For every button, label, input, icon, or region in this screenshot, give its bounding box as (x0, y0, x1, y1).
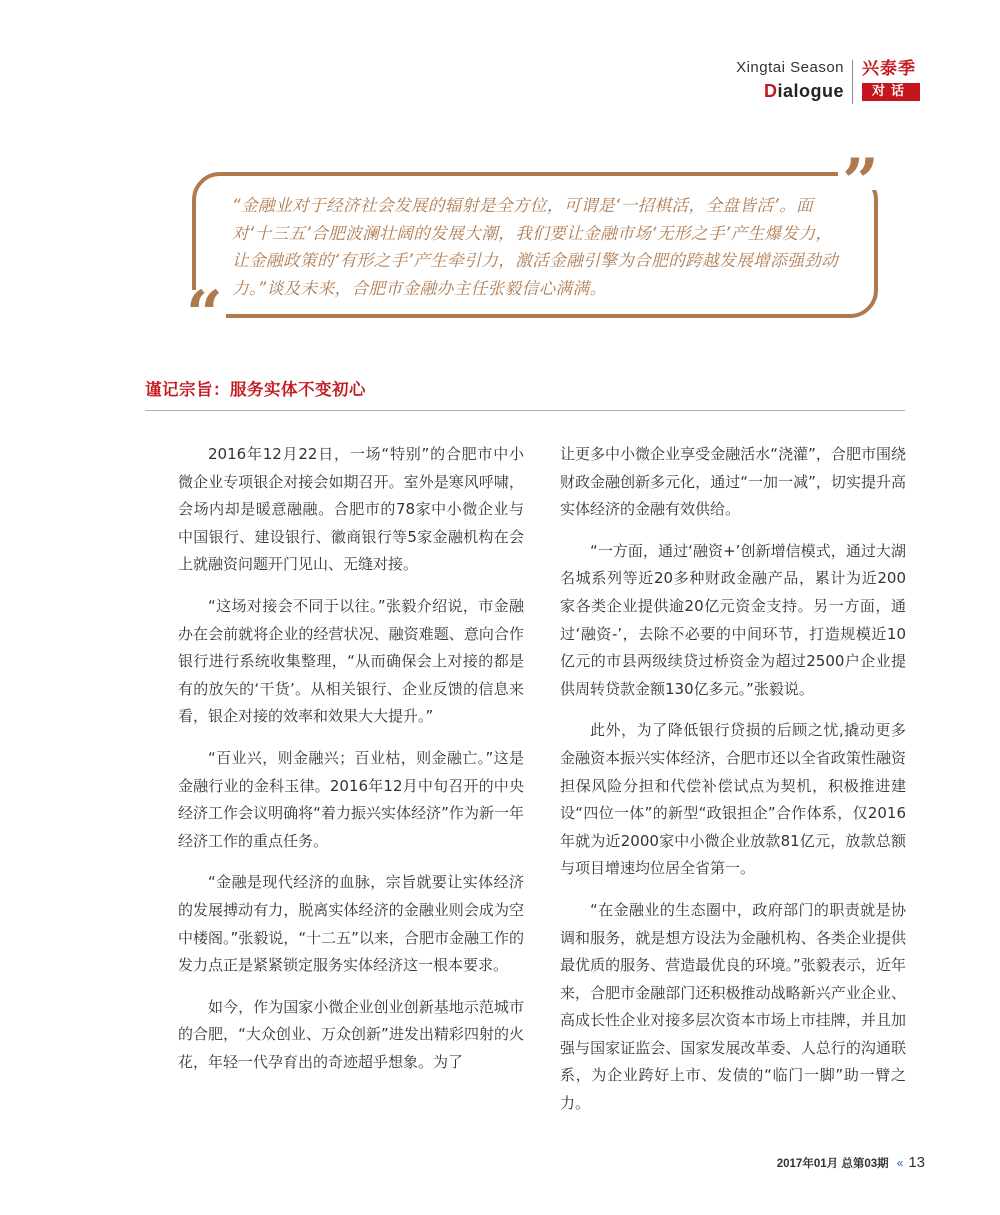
paragraph: 2016年12月22日，一场“特别”的合肥市中小微企业专项银企对接会如期召开。室外是寒风呼啸，会场内却是暖意融融。合肥市的78家中小微企业与中国银行、建设银行、徽商银行等5家金融机构在会上就融资问题开门见山、无缝对接。 (178, 445, 524, 574)
brand-divider (852, 60, 853, 104)
brand-dialogue (736, 78, 844, 104)
brand-dialogue-initial: D (763, 81, 778, 101)
column-tag: 对话 (862, 83, 920, 101)
section-title: 谨记宗旨：服务实体不变初心 (145, 380, 366, 399)
page-number: 13 (908, 1154, 925, 1171)
paragraph: “百业兴，则金融兴；百业枯，则金融亡。”这是金融行业的金科玉律。2016年12月中旬召开的中央经济工作会议明确将“着力振兴实体经济”作为新一年经济工作的重点任务。 (178, 748, 524, 850)
close-quote-icon: ” (842, 145, 879, 220)
double-arrow-icon: « (896, 1156, 901, 1170)
pull-quote-text: “金融业对于经济社会发展的辐射是全方位，可谓是‘一招棋活，全盘皆活’。面对‘十三五’合肥波澜壮阔的发展大潮，我们要让金融市场‘无形之手’产生爆发力，让金融政策的‘有形之手’产生牵引力，激活金融引擎为合肥的跨越发展增添强劲动力。”谈及未来，合肥市金融办主任张毅信心满满。 (232, 196, 839, 298)
paragraph: 让更多中小微企业享受金融活水“浇灌”，合肥市围绕财政金融创新多元化，通过“一加一减”，切实提升高实体经济的金融有效供给。 (560, 445, 906, 519)
brand-logo: 兴泰季 (862, 59, 916, 79)
brand-chinese (862, 57, 920, 101)
paragraph: 如今，作为国家小微企业创业创新基地示范城市的合肥，“大众创业、万众创新”进发出精彩四射的火花，年轻一代孕育出的奇迹超乎想象。为了 (178, 997, 524, 1071)
brand-season: Xingtai Season (736, 59, 844, 76)
page-footer (777, 1154, 925, 1171)
brand-dialogue-rest: ialogue (777, 81, 844, 101)
paragraph: “金融是现代经济的血脉，宗旨就要让实体经济的发展搏动有力，脱离实体经济的金融业则会成为空中楼阁。”张毅说，“十二五”以来，合肥市金融工作的发力点正是紧紧锁定服务实体经济这一根本要求。 (178, 873, 524, 975)
open-quote-icon: “ (186, 277, 223, 352)
paragraph: 此外，为了降低银行贷损的后顾之忧,撬动更多金融资本振兴实体经济，合肥市还以全省政策性融资担保风险分担和代偿补偿试点为契机，积极推进建设“四位一体”的新型“政银担企”合作体系，仅2016年就为近2000家中小微企业放款81亿元，放款总额与项目增速均位居全省第一。 (560, 721, 906, 878)
article-column-left (178, 441, 524, 1090)
paragraph: “一方面，通过‘融资+’创新增信模式，通过大湖名城系列等近20多种财政金融产品，累计为近200家各类企业提供逾20亿元资金支持。另一方面，通过‘融资-’，去除不必要的中间环节，打造规模近10亿元的市县两级续贷过桥资金为超过2500户企业提供周转贷款金额130亿多元。”张毅说。 (560, 541, 906, 698)
section-divider (145, 410, 905, 411)
article-column-right (560, 441, 906, 1132)
paragraph: “这场对接会不同于以往。”张毅介绍说，市金融办在会前就将企业的经营状况、融资难题、意向合作银行进行系统收集整理，“从而确保会上对接的都是有的放矢的‘干货’。从相关银行、企业反馈的信息来看，银企对接的效率和效果大大提升。” (178, 596, 524, 726)
issue-info: 2017年01月 总第03期 (776, 1158, 889, 1170)
paragraph: “在金融业的生态圈中，政府部门的职责就是协调和服务，就是想方设法为金融机构、各类企业提供最优质的服务、营造最优良的环境。”张毅表示，近年来，合肥市金融部门还积极推动战略新兴产业企业、高成长性企业对接多层次资本市场上市挂牌，并且加强与国家证监会、国家发展改革委、人总行的沟通联系，为企业跨好上市、发债的“临门一脚”助一臂之力。 (560, 900, 906, 1113)
brand-english (736, 58, 844, 104)
